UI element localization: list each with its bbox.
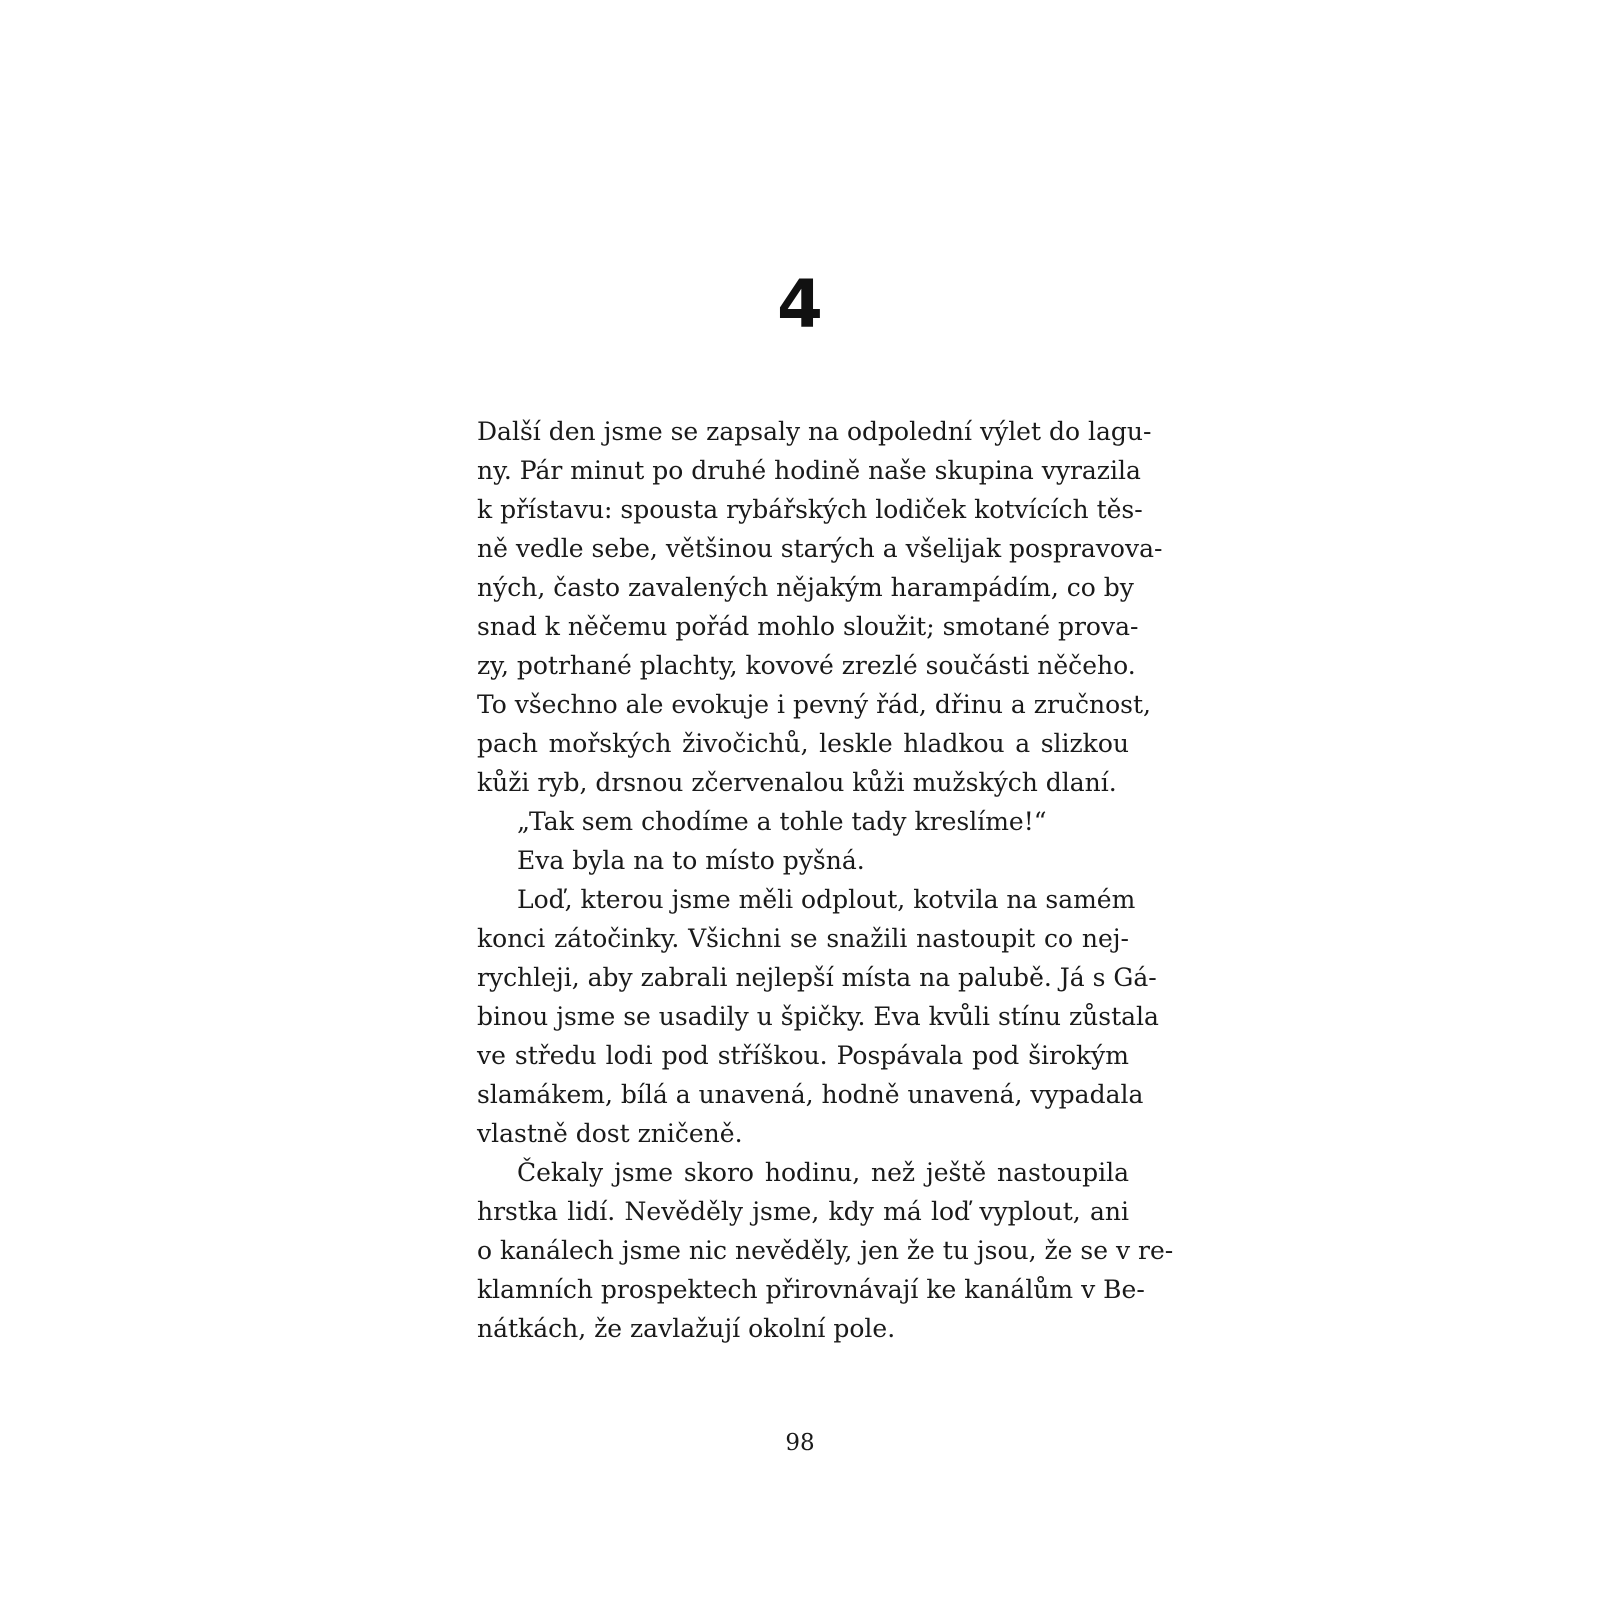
text-line: ně vedle sebe, většinou starých a všelijak pospravova- [477, 534, 1163, 563]
text-line: slamákem, bílá a unavená, hodně unavená, vypadala [477, 1080, 1144, 1109]
text-line: ny. Pár minut po druhé hodině naše skupina vyrazila [477, 456, 1141, 485]
text-line: zy, potrhané plachty, kovové zrezlé součásti něčeho. [477, 651, 1136, 680]
text-line: o kanálech jsme nic nevěděly, jen že tu jsou, že se v re- [477, 1236, 1174, 1265]
text-line: To všechno ale evokuje i pevný řád, dřinu a zručnost, [477, 690, 1151, 719]
text-line: binou jsme se usadily u špičky. Eva kvůli stínu zůstala [477, 1002, 1159, 1031]
chapter-number: 4 [777, 266, 823, 343]
text-line: klamních prospektech přirovnávají ke kanálům v Be- [477, 1275, 1145, 1304]
text-line: ve středu lodi pod stříškou. Pospávala pod širokým [477, 1041, 1129, 1070]
text-line: „Tak sem chodíme a tohle tady kreslíme!“ [517, 807, 1047, 836]
text-line: Čekaly jsme skoro hodinu, než ještě nastoupila [517, 1158, 1129, 1187]
text-line: Loď, kterou jsme měli odplout, kotvila na samém [517, 885, 1136, 914]
text-line: nátkách, že zavlažují okolní pole. [477, 1314, 896, 1343]
text-line: konci zátočinky. Všichni se snažili nastoupit co nej- [477, 924, 1129, 953]
text-line: vlastně dost zničeně. [477, 1119, 743, 1148]
text-line: Eva byla na to místo pyšná. [517, 846, 865, 875]
body-text [477, 412, 1174, 1348]
text-line: k přístavu: spousta rybářských lodiček kotvících těs- [477, 495, 1143, 524]
text-line: pach mořských živočichů, leskle hladkou a slizkou [477, 729, 1129, 758]
text-line: rychleji, aby zabrali nejlepší místa na palubě. Já s Gá- [477, 963, 1157, 992]
text-line: kůži ryb, drsnou zčervenalou kůži mužských dlaní. [477, 768, 1117, 797]
text-line: ných, často zavalených nějakým harampádím, co by [477, 573, 1134, 602]
page-number: 98 [785, 1430, 815, 1456]
text-line: snad k něčemu pořád mohlo sloužit; smotané prova- [477, 612, 1139, 641]
text-line: hrstka lidí. Nevěděly jsme, kdy má loď vyplout, ani [477, 1197, 1129, 1226]
text-line: Další den jsme se zapsaly na odpolední výlet do lagu- [477, 417, 1152, 446]
